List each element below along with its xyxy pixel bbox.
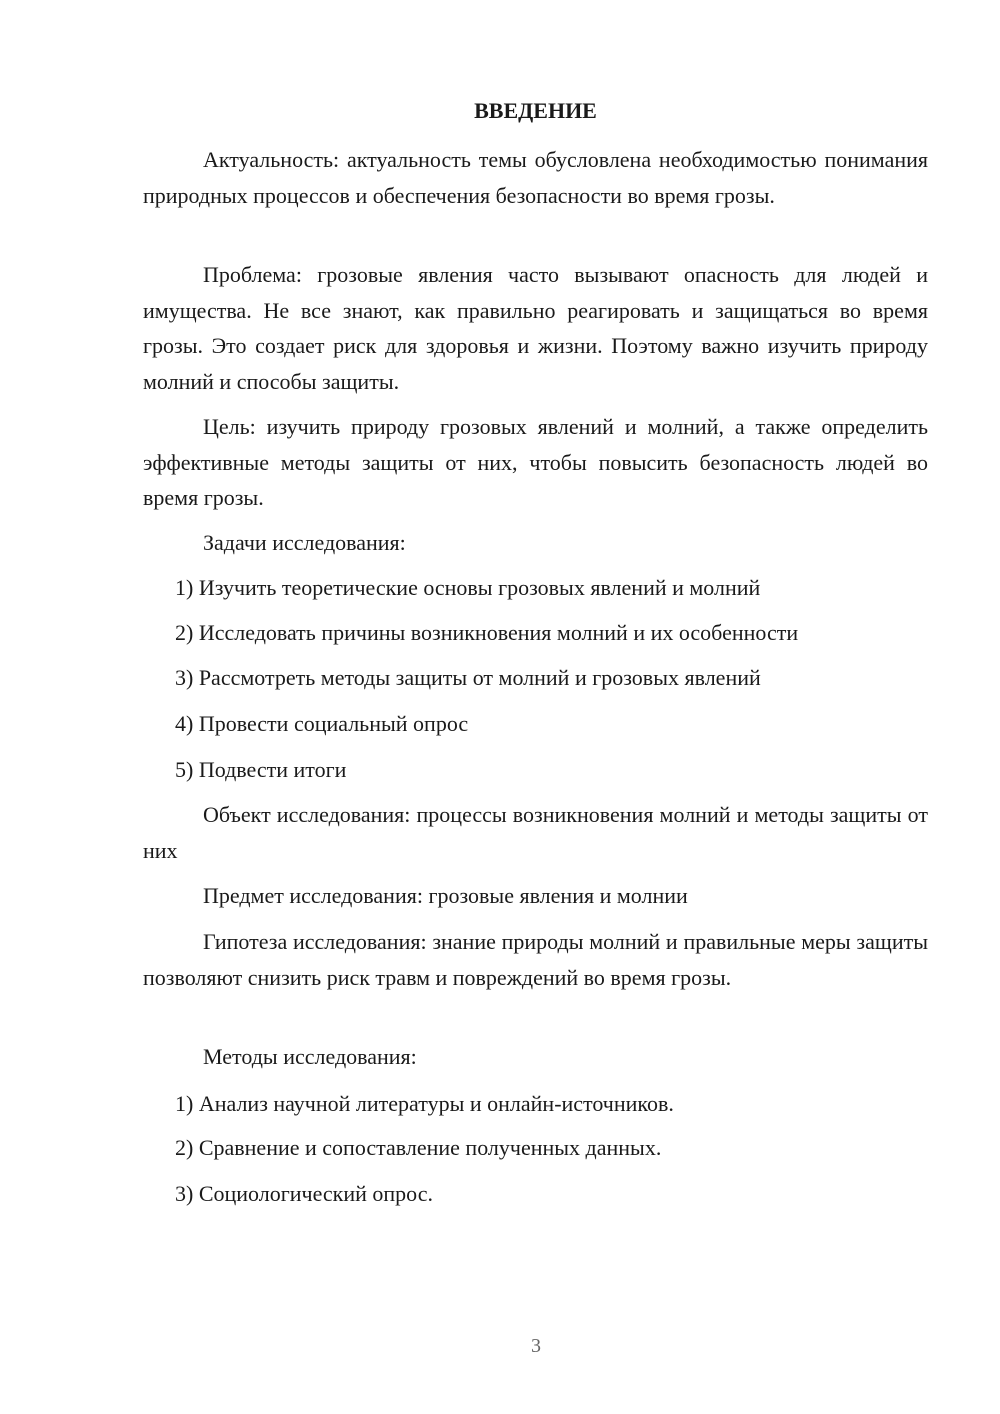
page-number: 3	[531, 1335, 541, 1357]
method-item-2: 2) Сравнение и сопоставление полученных данных.	[175, 1135, 662, 1160]
task-item-3: 3) Рассмотреть методы защиты от молний и грозовых явлений	[175, 665, 761, 690]
goal-paragraph: Цель: изучить природу грозовых явлений и молний, а также определить эффективные методы защиты от них, чтобы повысить безопасность людей во время грозы.	[143, 414, 928, 510]
relevance-paragraph: Актуальность: актуальность темы обусловлена необходимостью понимания природных процессов и обеспечения безопасности во время грозы.	[143, 147, 928, 208]
task-item-5: 5) Подвести итоги	[175, 757, 347, 782]
method-item-3: 3) Социологический опрос.	[175, 1181, 433, 1206]
task-item-4: 4) Провести социальный опрос	[175, 711, 469, 736]
methods-heading: Методы исследования:	[203, 1044, 417, 1069]
task-item-2: 2) Исследовать причины возникновения молний и их особенности	[175, 620, 799, 645]
tasks-heading: Задачи исследования:	[203, 530, 406, 555]
subject-paragraph: Предмет исследования: грозовые явления и молнии	[203, 883, 688, 908]
task-item-1: 1) Изучить теоретические основы грозовых явлений и молний	[175, 575, 761, 600]
hypothesis-paragraph: Гипотеза исследования: знание природы молний и правильные меры защиты позволяют снизить риск травм и повреждений во время грозы.	[143, 929, 928, 990]
method-item-1: 1) Анализ научной литературы и онлайн-источников.	[175, 1091, 674, 1116]
page-title: ВВЕДЕНИЕ	[474, 98, 597, 123]
problem-paragraph: Проблема: грозовые явления часто вызывают опасность для людей и имущества. Не все знают, как правильно реагировать и защищаться во время грозы. Это создает риск для здоровья и жизни. Поэтому важно изучить природу молний и способы защиты.	[143, 262, 928, 394]
object-paragraph: Объект исследования: процессы возникновения молний и методы защиты от них	[143, 802, 928, 863]
